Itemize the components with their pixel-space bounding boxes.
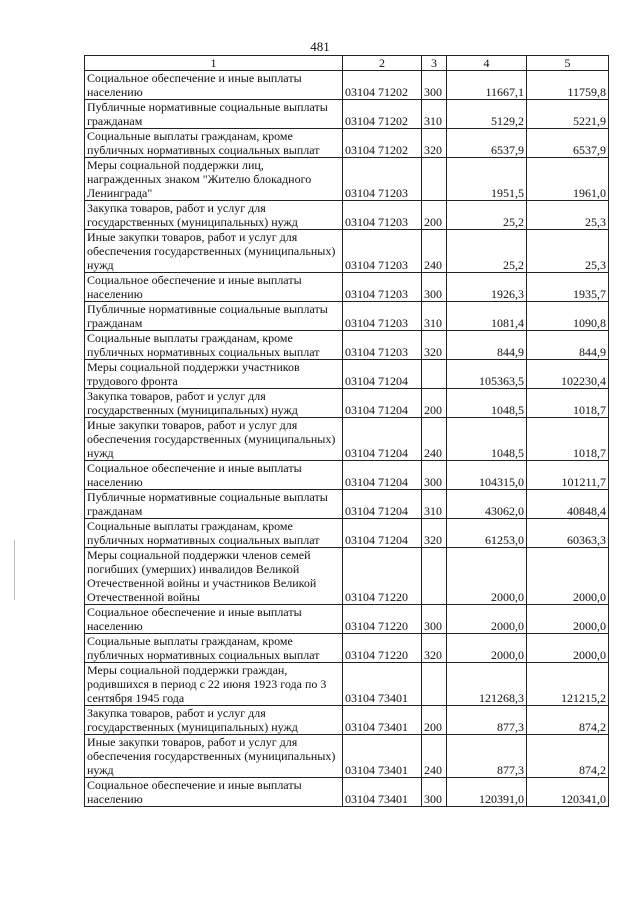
row-code-cell: 03104 71204 (343, 461, 422, 490)
row-code-cell: 03104 71203 (343, 230, 422, 273)
row-value-col4: 105363,5 (447, 360, 527, 389)
row-value-col4: 1926,3 (447, 273, 527, 302)
row-value-col5: 1090,8 (527, 302, 609, 331)
row-name-cell: Социальное обеспечение и иные выплаты населению (85, 273, 343, 302)
row-code-cell: 03104 71204 (343, 360, 422, 389)
row-value-col4: 844,9 (447, 331, 527, 360)
row-type-cell: 300 (422, 461, 447, 490)
budget-table (84, 55, 609, 807)
row-type-cell: 240 (422, 735, 447, 778)
row-name-cell: Социальное обеспечение и иные выплаты населению (85, 461, 343, 490)
table-row (85, 201, 609, 230)
row-value-col4: 25,2 (447, 230, 527, 273)
row-type-cell: 200 (422, 706, 447, 735)
row-value-col4: 11667,1 (447, 71, 527, 100)
table-row (85, 735, 609, 778)
row-code-cell: 03104 73401 (343, 706, 422, 735)
table-row (85, 778, 609, 807)
row-name-cell: Социальное обеспечение и иные выплаты населению (85, 605, 343, 634)
row-name-cell: Закупка товаров, работ и услуг для государственных (муниципальных) нужд (85, 201, 343, 230)
col-header: 4 (447, 56, 527, 71)
row-name-cell: Меры социальной поддержки членов семей погибших (умерших) инвалидов Великой Отечественной войны и участников Великой Отечественной войны (85, 548, 343, 605)
row-type-cell: 300 (422, 778, 447, 807)
row-name-cell: Социальные выплаты гражданам, кроме публичных нормативных социальных выплат (85, 129, 343, 158)
row-value-col5: 101211,7 (527, 461, 609, 490)
row-type-cell: 200 (422, 201, 447, 230)
row-value-col5: 25,3 (527, 230, 609, 273)
row-code-cell: 03104 71204 (343, 490, 422, 519)
row-name-cell: Меры социальной поддержки граждан, родившихся в период с 22 июня 1923 года по 3 сентября 1945 года (85, 663, 343, 706)
table-row (85, 158, 609, 201)
row-value-col5: 120341,0 (527, 778, 609, 807)
row-value-col5: 102230,4 (527, 360, 609, 389)
table-row (85, 273, 609, 302)
row-code-cell: 03104 73401 (343, 663, 422, 706)
row-code-cell: 03104 71203 (343, 273, 422, 302)
row-code-cell: 03104 73401 (343, 735, 422, 778)
row-value-col5: 1018,7 (527, 418, 609, 461)
row-value-col4: 877,3 (447, 735, 527, 778)
row-value-col5: 1018,7 (527, 389, 609, 418)
row-code-cell: 03104 71203 (343, 158, 422, 201)
row-name-cell: Меры социальной поддержки лиц, награжденных знаком "Жителю блокадного Ленинграда" (85, 158, 343, 201)
row-type-cell: 240 (422, 230, 447, 273)
row-code-cell: 03104 71202 (343, 100, 422, 129)
row-type-cell: 300 (422, 605, 447, 634)
table-row (85, 706, 609, 735)
table-row (85, 230, 609, 273)
row-name-cell: Социальное обеспечение и иные выплаты населению (85, 778, 343, 807)
row-type-cell: 310 (422, 100, 447, 129)
row-code-cell: 03104 71203 (343, 302, 422, 331)
row-value-col4: 6537,9 (447, 129, 527, 158)
row-name-cell: Иные закупки товаров, работ и услуг для обеспечения государственных (муниципальных) нужд (85, 230, 343, 273)
row-type-cell: 320 (422, 634, 447, 663)
row-value-col5: 2000,0 (527, 605, 609, 634)
row-value-col4: 120391,0 (447, 778, 527, 807)
row-name-cell: Социальные выплаты гражданам, кроме публичных нормативных социальных выплат (85, 634, 343, 663)
row-name-cell: Публичные нормативные социальные выплаты гражданам (85, 100, 343, 129)
row-code-cell: 03104 71220 (343, 634, 422, 663)
row-code-cell: 03104 71202 (343, 129, 422, 158)
row-type-cell: 240 (422, 418, 447, 461)
table-row (85, 663, 609, 706)
row-code-cell: 03104 71220 (343, 605, 422, 634)
table-row (85, 389, 609, 418)
row-code-cell: 03104 71202 (343, 71, 422, 100)
row-name-cell: Социальные выплаты гражданам, кроме публичных нормативных социальных выплат (85, 331, 343, 360)
row-value-col4: 2000,0 (447, 548, 527, 605)
table-row (85, 605, 609, 634)
row-value-col5: 25,3 (527, 201, 609, 230)
col-header: 2 (343, 56, 422, 71)
table-row (85, 519, 609, 548)
row-value-col5: 2000,0 (527, 548, 609, 605)
row-value-col4: 43062,0 (447, 490, 527, 519)
row-type-cell (422, 663, 447, 706)
col-header: 3 (422, 56, 447, 71)
table-row (85, 634, 609, 663)
row-value-col4: 2000,0 (447, 605, 527, 634)
row-value-col5: 5221,9 (527, 100, 609, 129)
row-type-cell: 320 (422, 129, 447, 158)
row-name-cell: Социальное обеспечение и иные выплаты населению (85, 71, 343, 100)
row-code-cell: 03104 71220 (343, 548, 422, 605)
table-row (85, 100, 609, 129)
row-value-col5: 60363,3 (527, 519, 609, 548)
row-name-cell: Публичные нормативные социальные выплаты гражданам (85, 302, 343, 331)
page-number: 481 (310, 39, 330, 54)
table-row (85, 461, 609, 490)
row-code-cell: 03104 71203 (343, 331, 422, 360)
row-code-cell: 03104 71204 (343, 418, 422, 461)
row-type-cell: 310 (422, 302, 447, 331)
row-value-col4: 25,2 (447, 201, 527, 230)
row-type-cell: 200 (422, 389, 447, 418)
table-row (85, 548, 609, 605)
row-value-col5: 40848,4 (527, 490, 609, 519)
table-row (85, 71, 609, 100)
row-value-col4: 1951,5 (447, 158, 527, 201)
row-value-col4: 1081,4 (447, 302, 527, 331)
row-value-col5: 874,2 (527, 706, 609, 735)
row-value-col5: 844,9 (527, 331, 609, 360)
row-type-cell: 300 (422, 273, 447, 302)
row-value-col4: 2000,0 (447, 634, 527, 663)
table-row (85, 331, 609, 360)
row-name-cell: Меры социальной поддержки участников трудового фронта (85, 360, 343, 389)
row-value-col4: 104315,0 (447, 461, 527, 490)
row-name-cell: Иные закупки товаров, работ и услуг для обеспечения государственных (муниципальных) нужд (85, 735, 343, 778)
row-type-cell: 310 (422, 490, 447, 519)
table-row (85, 302, 609, 331)
row-value-col4: 1048,5 (447, 418, 527, 461)
row-name-cell: Публичные нормативные социальные выплаты гражданам (85, 490, 343, 519)
row-type-cell: 320 (422, 519, 447, 548)
row-code-cell: 03104 71204 (343, 389, 422, 418)
row-value-col4: 1048,5 (447, 389, 527, 418)
row-name-cell: Закупка товаров, работ и услуг для государственных (муниципальных) нужд (85, 389, 343, 418)
table-row (85, 418, 609, 461)
col-header: 1 (85, 56, 343, 71)
col-header: 5 (527, 56, 609, 71)
row-value-col5: 1935,7 (527, 273, 609, 302)
row-code-cell: 03104 71204 (343, 519, 422, 548)
row-code-cell: 03104 73401 (343, 778, 422, 807)
row-name-cell: Иные закупки товаров, работ и услуг для обеспечения государственных (муниципальных) нужд (85, 418, 343, 461)
row-type-cell (422, 548, 447, 605)
table-row (85, 360, 609, 389)
header-row (85, 56, 609, 71)
scan-mark (14, 540, 15, 600)
row-code-cell: 03104 71203 (343, 201, 422, 230)
row-value-col5: 121215,2 (527, 663, 609, 706)
row-name-cell: Социальные выплаты гражданам, кроме публичных нормативных социальных выплат (85, 519, 343, 548)
row-value-col5: 1961,0 (527, 158, 609, 201)
row-value-col4: 5129,2 (447, 100, 527, 129)
row-value-col5: 874,2 (527, 735, 609, 778)
row-value-col5: 2000,0 (527, 634, 609, 663)
row-value-col5: 6537,9 (527, 129, 609, 158)
row-type-cell (422, 360, 447, 389)
row-value-col4: 121268,3 (447, 663, 527, 706)
table-row (85, 490, 609, 519)
row-type-cell: 300 (422, 71, 447, 100)
row-value-col4: 877,3 (447, 706, 527, 735)
table-body (85, 71, 609, 807)
row-name-cell: Закупка товаров, работ и услуг для государственных (муниципальных) нужд (85, 706, 343, 735)
row-type-cell: 320 (422, 331, 447, 360)
table-row (85, 129, 609, 158)
row-value-col5: 11759,8 (527, 71, 609, 100)
row-value-col4: 61253,0 (447, 519, 527, 548)
row-type-cell (422, 158, 447, 201)
